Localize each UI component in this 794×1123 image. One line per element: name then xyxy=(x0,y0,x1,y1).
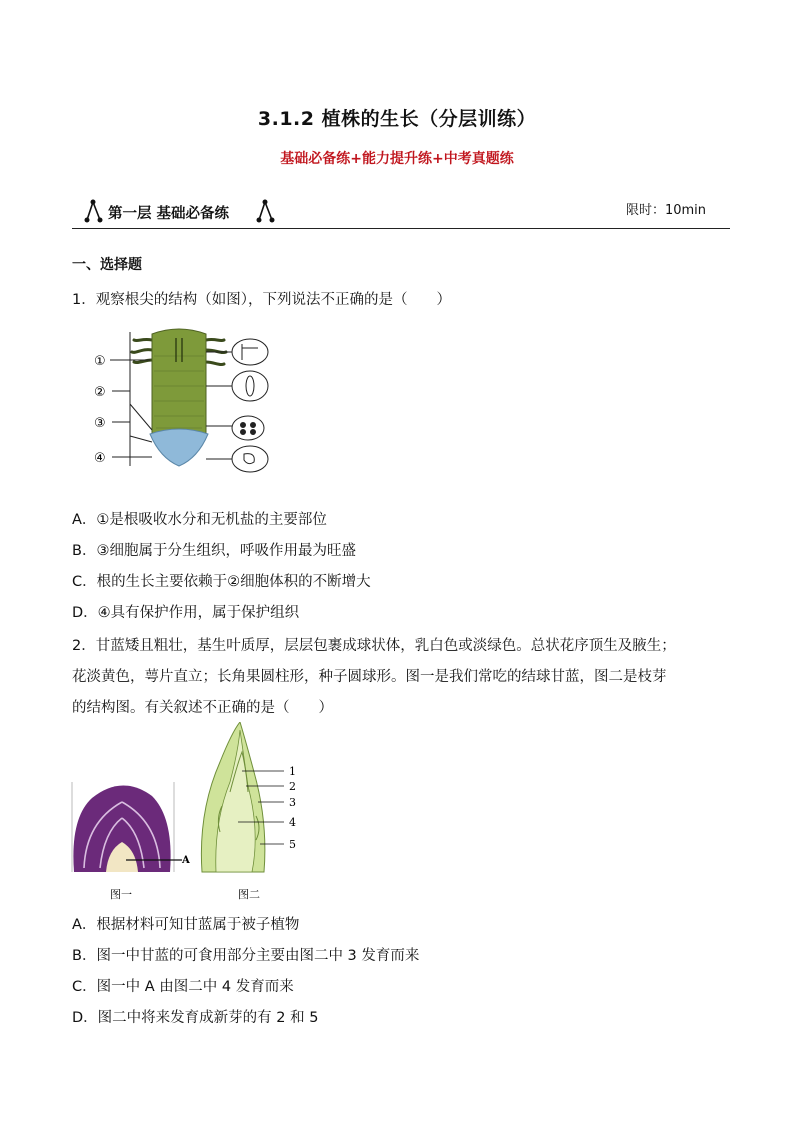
figure-number-1: 1 xyxy=(289,765,296,778)
figure-label-a: A xyxy=(182,855,190,866)
cell-details xyxy=(206,339,268,472)
bud-structure xyxy=(201,722,296,901)
figure-number-3: 3 xyxy=(289,796,296,809)
figure-number-5: 5 xyxy=(289,838,296,851)
question-1-option-d: D．④具有保护作用，属于保护组织 xyxy=(72,605,300,621)
cabbage-cross-section xyxy=(72,782,190,901)
question-2-option-d: D．图二中将来发育成新芽的有 2 和 5 xyxy=(72,1010,319,1026)
question-2-option-c: C．图一中 A 由图二中 4 发育而来 xyxy=(72,979,294,995)
figure-1-caption: 图一 xyxy=(110,888,132,901)
layer-header xyxy=(72,196,730,229)
question-1-option-a: A．①是根吸收水分和无机盐的主要部位 xyxy=(72,512,327,528)
section-title: 一、选择题 xyxy=(72,257,142,273)
question-2-stem-line-1: 2．甘蓝矮且粗壮，基生叶质厚，层层包裹成球状体，乳白色或淡绿色。总状花序顶生及腋生； xyxy=(72,638,676,654)
figure-label-3: ③ xyxy=(94,416,106,431)
figure-number-4: 4 xyxy=(289,816,296,829)
time-limit: 限时：10min xyxy=(625,203,706,218)
question-1-option-b: B．③细胞属于分生组织，呼吸作用最为旺盛 xyxy=(72,543,356,559)
question-2-option-a: A．根据材料可知甘蓝属于被子植物 xyxy=(72,917,300,933)
figure-2-caption: 图二 xyxy=(238,888,260,901)
question-2-option-b: B．图一中甘蓝的可食用部分主要由图二中 3 发育而来 xyxy=(72,948,420,964)
question-1-option-c: C．根的生长主要依赖于②细胞体积的不断增大 xyxy=(72,574,371,590)
decoration-icon xyxy=(82,198,104,224)
root-tip-diagram xyxy=(90,326,290,480)
decoration-icon xyxy=(254,198,276,224)
page-subtitle: 基础必备练+能力提升练+中考真题练 xyxy=(280,151,514,167)
figure-number-2: 2 xyxy=(289,780,296,793)
figure-label-4: ④ xyxy=(94,451,106,466)
figure-label-2: ② xyxy=(94,385,106,400)
question-2-stem-line-3: 的结构图。有关叙述不正确的是（ ） xyxy=(72,700,333,716)
question-2-stem-line-2: 花淡黄色，萼片直立；长角果圆柱形，种子圆球形。图一是我们常吃的结球甘蓝，图二是枝芽 xyxy=(72,669,667,685)
root-cap xyxy=(150,429,208,466)
figure-label-1: ① xyxy=(94,354,106,369)
cabbage-bud-diagram xyxy=(70,722,310,904)
layer-title: 第一层 基础必备练 xyxy=(108,206,230,222)
question-1-stem: 1．观察根尖的结构（如图），下列说法不正确的是（ ） xyxy=(72,292,451,308)
page-title: 3.1.2 植株的生长（分层训练） xyxy=(257,108,537,130)
